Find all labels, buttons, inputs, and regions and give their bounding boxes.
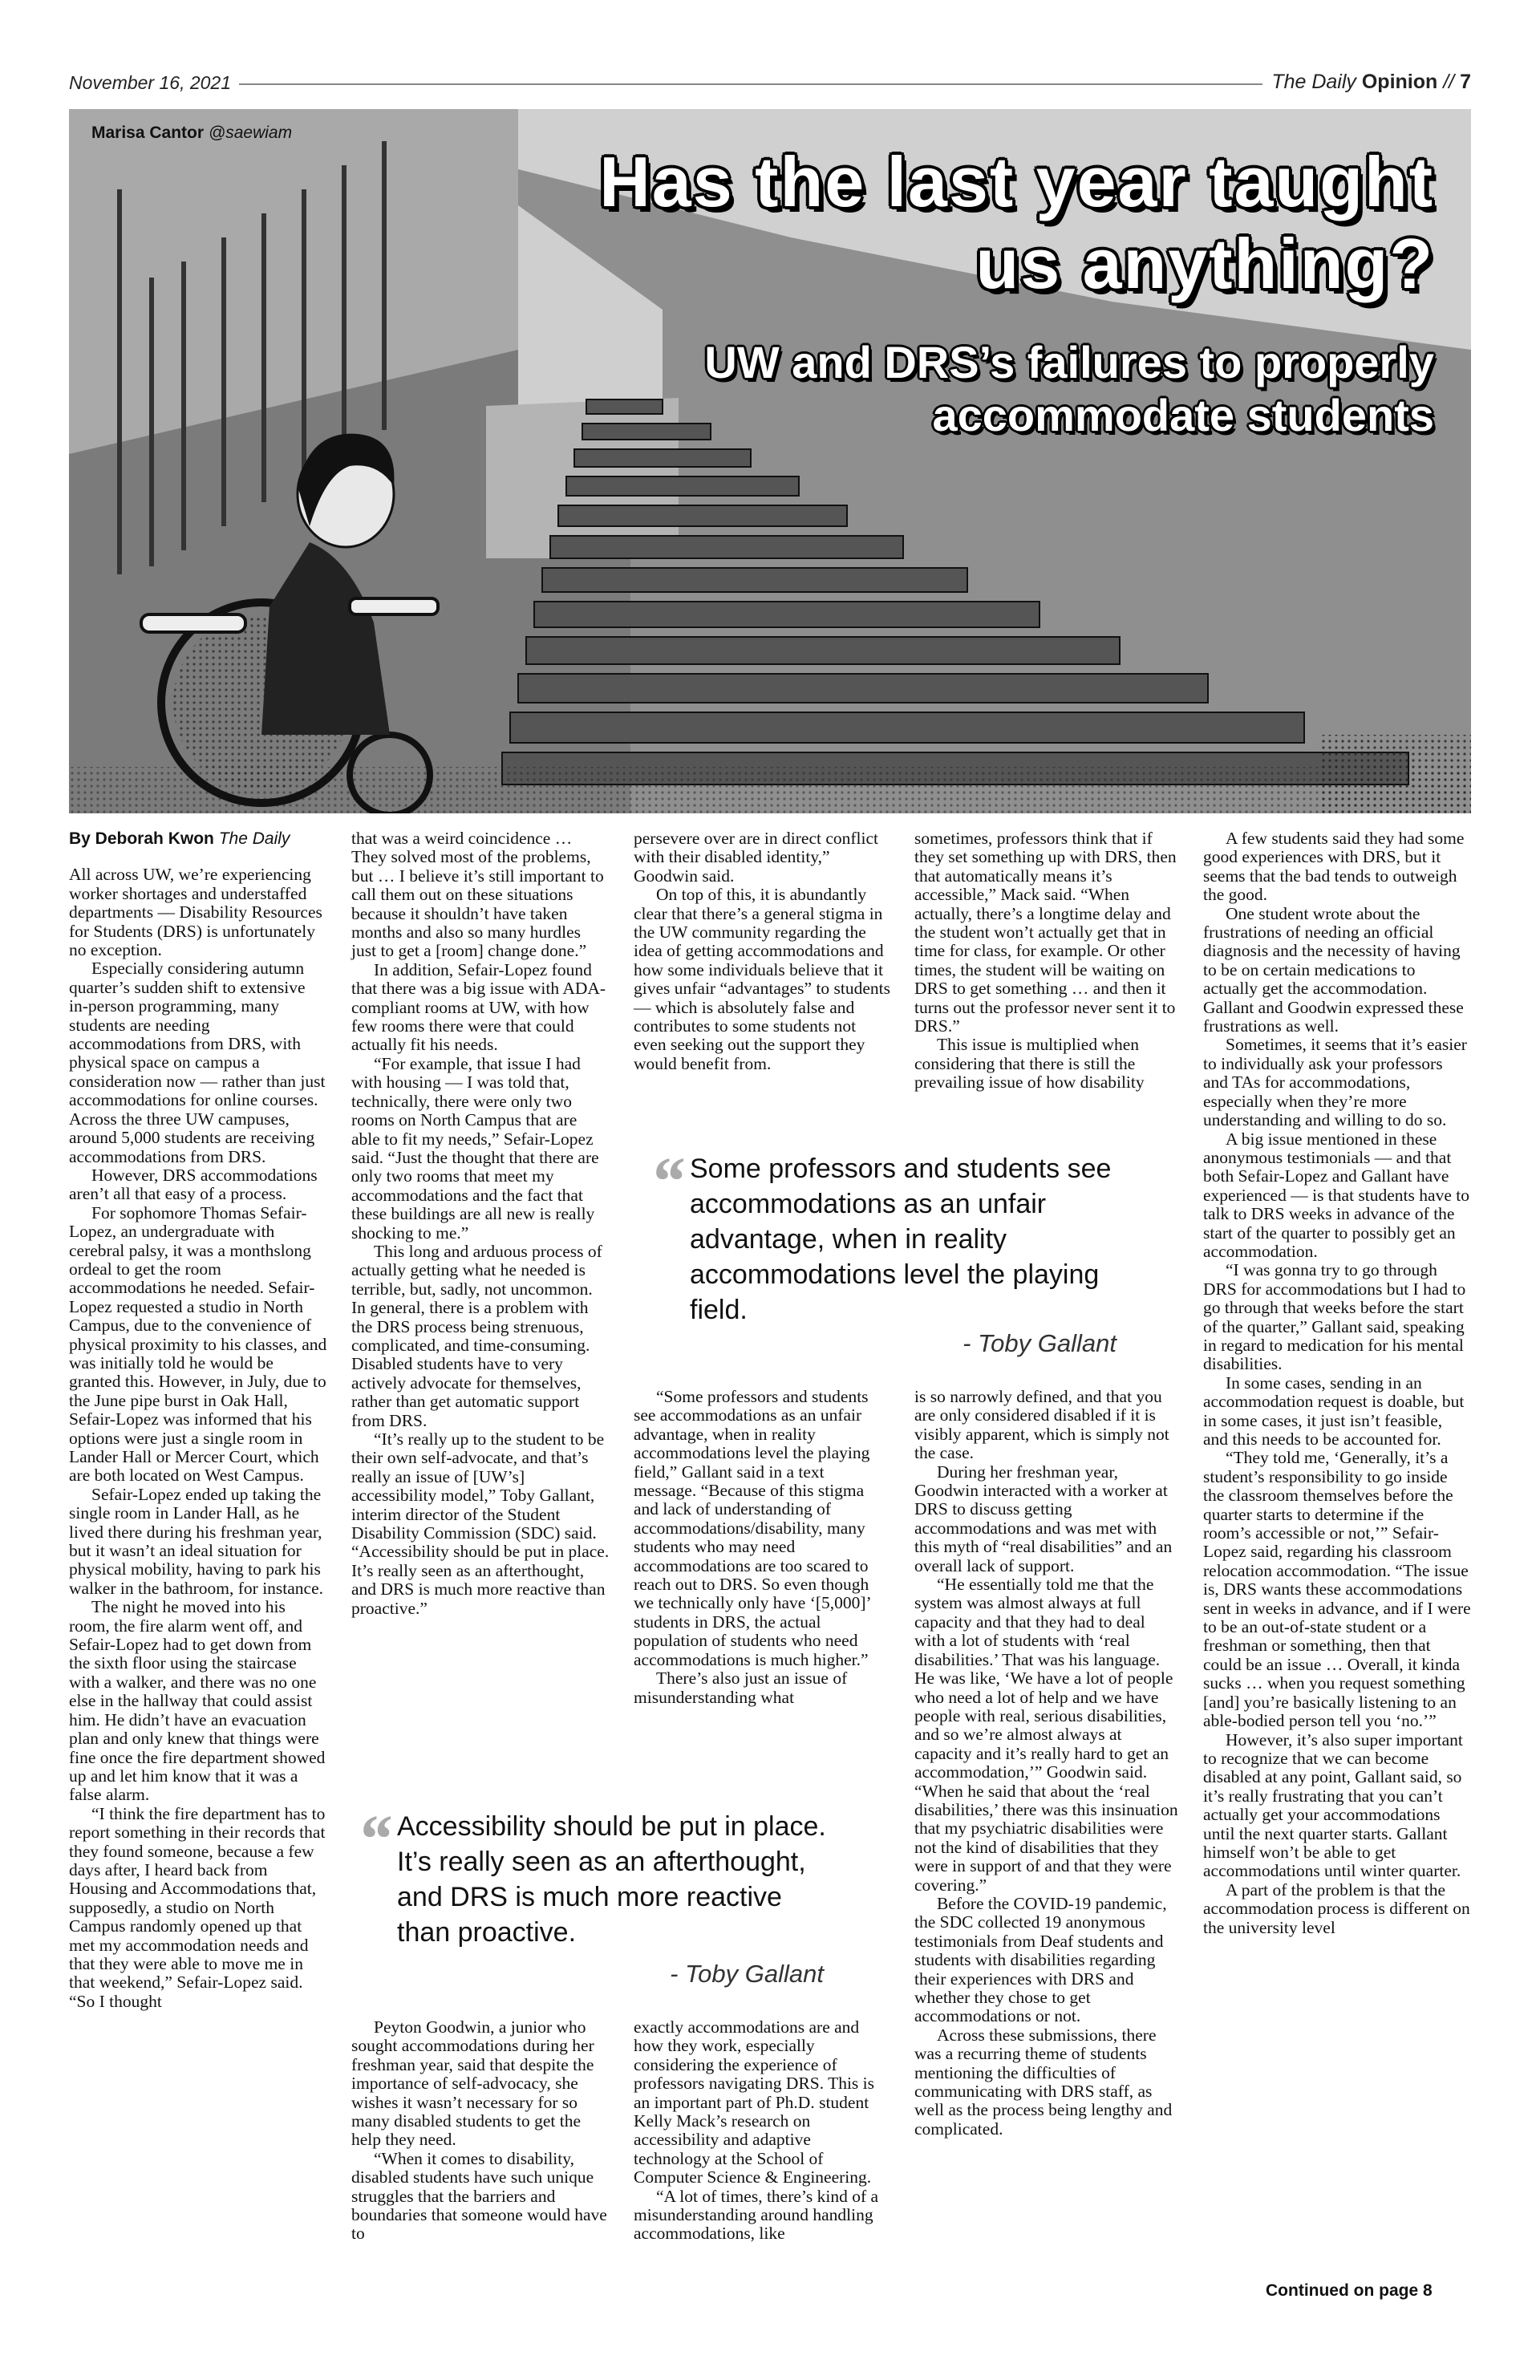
pull-quote-attribution: - Toby Gallant <box>962 1329 1116 1357</box>
paragraph: “They told me, ‘Generally, it’s a student’s responsibility to go inside the classroom themselves before the quarter starts to determine if the room’s accessible or not,’” Sefair-Lopez said, regarding his classroom relocation accommodation. “The issue is, DRS wants these accommodations sent in weeks in advance, and if I were to be an out-of-state student or a freshman or something, then that could be an issue … Overall, it kinda sucks … when you request something [and] you’re basically listening to an able-bodied person tell you ‘no.’” <box>1203 1448 1471 1731</box>
column-2-bottom <box>351 2018 610 2244</box>
paragraph: A few students said they had some good experiences with DRS, but it seems that the bad tends to outweigh the good. <box>1203 829 1465 905</box>
byline-outlet: The Daily <box>218 829 290 848</box>
paragraph: Before the COVID-19 pandemic, the SDC collected 19 anonymous testimonials from Deaf students and students with disabilities regarding their experiences with DRS and whether they chose to get accommodations or not. <box>914 1893 1167 2026</box>
paragraph: that was a weird coincidence … They solved most of the problems, but … I believe it’s still important to call them out on these situations because it shouldn’t have taken months and also so many hurdles just to get a [room] change done.” <box>351 829 604 961</box>
paragraph: Peyton Goodwin, a junior who sought accommodations during her freshman year, said that despite the importance of self-advocacy, she wishes it wasn’t necessary for so many disabled students to get the help they need. <box>351 2017 594 2150</box>
paragraph: On top of this, it is abundantly clear that there’s a general stigma in the UW community regarding the idea of getting accommodations and how some individuals believe that it gives unfair “advantages” to students — which is absolutely false and contributes to some students not even seeking out the support they would benefit from. <box>634 885 891 1073</box>
publication-name: The Daily <box>1271 71 1356 93</box>
paragraph: Across these submissions, there was a recurring theme of students mentioning the difficulties of communicating with DRS staff, as well as the process being lengthy and complicated. <box>914 2025 1173 2139</box>
paragraph: There’s also just an issue of misunderstanding what <box>634 1668 848 1707</box>
paragraph: Sometimes, it seems that it’s easier to individually ask your professors and TAs for accommodations, especially when they’re more understanding and willing to do so. <box>1203 1035 1467 1130</box>
paragraph: is so narrowly defined, and that you are only considered disabled if it is visibly apparent, which is simply not the case. <box>914 1387 1169 1463</box>
paragraph: In some cases, sending in an accommodation request is doable, but in some cases, it just isn’t feasible, and this needs to be accounted for. <box>1203 1372 1465 1449</box>
pull-quote-attribution: - Toby Gallant <box>670 1960 824 1988</box>
hero-illustration <box>69 109 1471 813</box>
column-4-main <box>914 1388 1179 2139</box>
headline: Has the last year taught us anything? <box>599 142 1434 303</box>
paragraph: “When it comes to disability, disabled students have such unique struggles that the barriers and boundaries that someone would have to <box>351 2148 607 2244</box>
column-3-bottom <box>634 2018 890 2244</box>
subheadline: UW and DRS’s failures to properly accommodate students <box>704 337 1434 440</box>
paragraph: All across UW, we’re experiencing worker shortages and understaffed departments –– Disability Resources for Students (DRS) is unfortunately no exception. <box>69 865 322 960</box>
continued-label: Continued on page 8 <box>1266 2281 1433 2300</box>
paragraph: One student wrote about the frustrations of needing an official diagnosis and the necessity of having to be on certain medications to actually get the accommodation. Gallant and Goodwin expressed these frustrations as well. <box>1203 903 1464 1036</box>
paragraph: In addition, Sefair-Lopez found that there was a big issue with ADA-compliant rooms at UW, with how few rooms there were that could actually fit his needs. <box>351 959 606 1055</box>
paragraph: “He essentially told me that the system was almost always at full capacity and that they had to deal with a lot of students with ‘real disabilities.’ That was his language. He was like, ‘We have a lot of people who need a lot of help and we have people with real, serious disabilities, and so we’re almost always at capacity and it’s really hard to get an accommodation,’” Goodwin said. “When he said that about the ‘real disabilities,’ there was this insinuation that my psychiatric disabilities were not the kind of disabilities that they were in support of and that they were covering.” <box>914 1575 1178 1895</box>
paragraph: exactly accommodations are and how they work, especially considering the experience of professors navigating DRS. This is an important part of Ph.D. student Kelly Mack’s research on accessibility and adaptive technology at the School of Computer Science & Engineering. <box>634 2017 875 2187</box>
pull-quote-1 <box>650 1142 1179 1368</box>
paragraph: A part of the problem is that the accommodation process is different on the university level <box>1203 1879 1470 1937</box>
page-number: 7 <box>1460 71 1471 93</box>
paragraph: “It’s really up to the student to be their own self-advocate, and that’s really an issue of [UW’s] accessibility model,” Toby Gallant, interim director of the Student Disability Commission (SDC) said. “Accessibility should be put in place. It’s really seen as an afterthought, and DRS is much more reactive than proactive.” <box>351 1429 610 1618</box>
column-3-top <box>634 829 890 1073</box>
pull-quote-2 <box>357 1800 838 1993</box>
paragraph: “A lot of times, there’s kind of a misunderstanding around handling accommodations, like <box>634 2186 879 2244</box>
issue-date: November 16, 2021 <box>69 72 232 93</box>
pull-quote-text: Some professors and students see accommodations as an unfair advantage, when in reality accommodations level the playing field. <box>690 1154 1112 1325</box>
column-3-middle <box>634 1388 890 1707</box>
page-header <box>69 71 1471 103</box>
paragraph: However, it’s also super important to recognize that we can become disabled at any point, Gallant said, so it’s really frustrating that you can’t actually get your accommodations until the next quarter starts. Gallant himself won’t be able to get accommodations until winter quarter. <box>1203 1729 1463 1881</box>
author: By Deborah Kwon <box>69 829 214 848</box>
section-name: Opinion <box>1361 71 1438 93</box>
separator: // <box>1443 71 1455 93</box>
paragraph: Especially considering autumn quarter’s sudden shift to extensive in-person programming, many students are needing accommodations from DRS, with physical space on campus a consideration now — rather than just accommodations for online courses. Across the three UW campuses, around 5,000 students are receiving accommodations from DRS. <box>69 959 326 1166</box>
paragraph: “Some professors and students see accommodations as an unfair advantage, when in reality accommodations level the playing field,” Gallant said in a text message. “Because of this stigma and lack of understanding of accommodations/disability, many students who may need accommodations are too scared to reach out to DRS. So even though we technically only have ‘[5,000]’ students in DRS, the actual population of students who need accommodations is much higher.” <box>634 1387 871 1669</box>
quote-mark-icon: “ <box>650 1142 684 1219</box>
paragraph: However, DRS accommodations aren’t all that easy of a process. <box>69 1165 318 1204</box>
column-1 <box>69 829 327 2011</box>
paragraph: For sophomore Thomas Sefair-Lopez, an undergraduate with cerebral palsy, it was a monthslong ordeal to get the room accommodations he needed. Sefair-Lopez requested a studio in North Campus, due to the convenience of physical proximity to his classes, and was initially told he would be granted this. However, in July, due to the June pipe burst in Oak Hall, Sefair-Lopez was informed that his options were just a single room in Lander Hall or Mercer Court, which are both located on West Campus. <box>69 1202 327 1486</box>
paragraph: During her freshman year, Goodwin interacted with a worker at DRS to discuss getting accommodations and was met with this myth of “real disabilities” and an overall lack of support. <box>914 1462 1173 1575</box>
column-2 <box>351 829 610 1618</box>
paragraph: This issue is multiplied when considering that there is still the prevailing issue of how disability <box>914 1035 1145 1093</box>
paragraph: Sefair-Lopez ended up taking the single room in Lander Hall, as he lived there during his freshman year, but it wasn’t an ideal situation for physical mobility, having to park his walker in the bathroom, for instance. <box>69 1484 324 1598</box>
paragraph: persevere over are in direct conflict with their disabled identity,” Goodwin said. <box>634 829 879 886</box>
paragraph: A big issue mentioned in these anonymous testimonials — and that both Sefair-Lopez and Gallant have experienced — is that students have to talk to DRS weeks in advance of the start of the quarter to possibly get an accommodation. <box>1203 1129 1469 1261</box>
byline <box>69 829 327 848</box>
paragraph: This long and arduous process of actually getting what he needed is terrible, but, sadly, not uncommon. In general, there is a problem with the DRS process being strenuous, complicated, and time-consuming. Disabled students have to very actively advocate for themselves, rather than get automatic support from DRS. <box>351 1241 602 1430</box>
paragraph: “I was gonna try to go through DRS for accommodations but I had to go through that weeks before the start of the quarter,” Gallant said, speaking in regard to medication for his mental disabilities. <box>1203 1260 1466 1374</box>
paragraph: “I think the fire department has to report something in their records that they found someone, because a few days after, I heard back from Housing and Accommodations that, supposedly, a studio on North Campus randomly opened up that met my accommodation needs and that they were able to move me in that weekend,” Sefair-Lopez said. “So I thought <box>69 1803 326 2011</box>
paragraph: “For example, that issue I had with housing — I was told that, technically, there were only two rooms on North Campus that are able to fit my needs,” Sefair-Lopez said. “Just the thought that there are only two rooms that meet my accommodations and the fact that these buildings are all new is really shocking to me.” <box>351 1053 599 1243</box>
paragraph: The night he moved into his room, the fire alarm went off, and Sefair-Lopez had to get down from the sixth floor using the staircase with a walker, and there was no one else in the hallway that could assist him. He didn’t have an evacuation plan and only knew that things were fine once the fire department showed up and let him know that it was a false alarm. <box>69 1597 326 1805</box>
pull-quote-text: Accessibility should be put in place. It’s really seen as an afterthought, and DRS is much more reactive than proactive. <box>397 1811 826 1948</box>
illustration-credit <box>91 124 292 143</box>
credit-name: Marisa Cantor <box>91 124 205 142</box>
column-4-top <box>914 829 1179 1093</box>
column-5 <box>1203 829 1471 1937</box>
quote-mark-icon: “ <box>357 1800 391 1877</box>
credit-handle: @saewiam <box>208 124 293 142</box>
section-label <box>1271 71 1471 94</box>
paragraph: sometimes, professors think that if they set something up with DRS, then that automatically means it’s accessible,” Mack said. “When actually, there’s a longtime delay and the student won’t actually get that in time for class, for example. Or other times, the student will be waiting on DRS to get something … and then it turns out the professor never sent it to DRS.” <box>914 829 1177 1036</box>
header-rule <box>239 83 1262 85</box>
